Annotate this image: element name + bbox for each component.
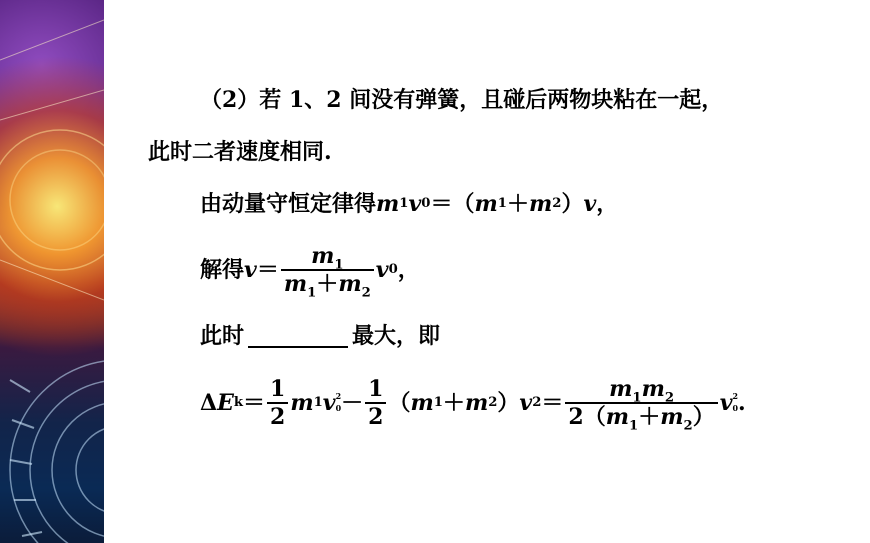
plus-sign: ＋ bbox=[442, 390, 465, 416]
equation-prefix: 由动量守恒定律得 bbox=[200, 191, 377, 217]
fraction-numerator: $m_1m_2$ bbox=[609, 376, 675, 406]
comma: ， bbox=[397, 257, 420, 283]
equals-sign: ＝ bbox=[541, 390, 564, 416]
var-E: E bbox=[217, 390, 234, 416]
fraction-numerator: 1 bbox=[270, 376, 286, 402]
plus-sign: ＋ bbox=[506, 191, 529, 217]
momentum-equation: 由动量守恒定律得 m 1 v 0 ＝ （ m 1 ＋ m 2 ） v ， bbox=[200, 191, 619, 217]
left-paren: （ bbox=[388, 390, 411, 416]
energy-equation: Δ E k ＝ $\frac{1}{2}$ m 1 v 2 0 － $\frac{1}{2}$ （ m 1 ＋ m 2 ） v 2 ＝ $\frac{m_1m_2}{2(m_1+m_2)}$ v 2 0 . bbox=[200, 376, 746, 434]
paragraph-line-2 bbox=[148, 138, 332, 166]
var-v: v bbox=[322, 390, 336, 416]
blank-suffix: 最大，即 bbox=[352, 323, 441, 349]
equation-prefix: 解得 bbox=[200, 257, 245, 283]
right-paren: ） bbox=[561, 191, 584, 217]
fraction-denominator: 2 bbox=[267, 402, 288, 430]
var-m: m bbox=[410, 390, 434, 416]
var-v: v bbox=[519, 390, 533, 416]
var-m: m bbox=[464, 390, 489, 416]
minus-sign: － bbox=[341, 390, 364, 416]
fraction-mass-ratio bbox=[281, 243, 374, 301]
var-v: v bbox=[408, 191, 422, 217]
fraction-denominator: $m_1+m_2$ bbox=[281, 269, 374, 297]
equals-sign: ＝ bbox=[243, 390, 266, 416]
var-m: m bbox=[474, 191, 498, 217]
fraction-half bbox=[365, 376, 386, 430]
period: . bbox=[738, 390, 746, 416]
fraction-denominator: 2 bbox=[365, 402, 386, 430]
var-v: v bbox=[375, 257, 389, 283]
left-paren: （ bbox=[452, 191, 475, 217]
fraction-reduced-mass bbox=[565, 376, 717, 434]
var-m: m bbox=[528, 191, 553, 217]
paragraph-text: 此时二者速度相同. bbox=[148, 139, 332, 165]
right-paren: ） bbox=[497, 390, 520, 416]
comma: ， bbox=[596, 191, 619, 217]
answer-blank[interactable] bbox=[248, 324, 348, 348]
fraction-numerator: $m_1$ bbox=[311, 243, 344, 273]
var-m: m bbox=[376, 191, 400, 217]
blank-prefix: 此时 bbox=[200, 323, 245, 349]
var-v: v bbox=[719, 390, 733, 416]
var-v: v bbox=[244, 257, 257, 283]
solve-equation: 解得 v ＝ $\frac{m_1}{m_1+m_2}$ v 0 ， bbox=[200, 243, 420, 301]
delta-symbol: Δ bbox=[200, 390, 218, 416]
equals-sign: ＝ bbox=[430, 191, 453, 217]
equals-sign: ＝ bbox=[256, 257, 279, 283]
paragraph-line-1 bbox=[200, 86, 723, 114]
paragraph-text: （2）若 1、2 间没有弹簧，且碰后两物块粘在一起， bbox=[200, 87, 724, 113]
var-m: m bbox=[290, 390, 314, 416]
blank-line bbox=[200, 322, 440, 350]
var-v: v bbox=[583, 191, 597, 217]
fraction-numerator: 1 bbox=[368, 376, 384, 402]
fraction-half bbox=[267, 376, 288, 430]
fraction-denominator: $2(m_1+m_2)$ bbox=[565, 402, 717, 430]
